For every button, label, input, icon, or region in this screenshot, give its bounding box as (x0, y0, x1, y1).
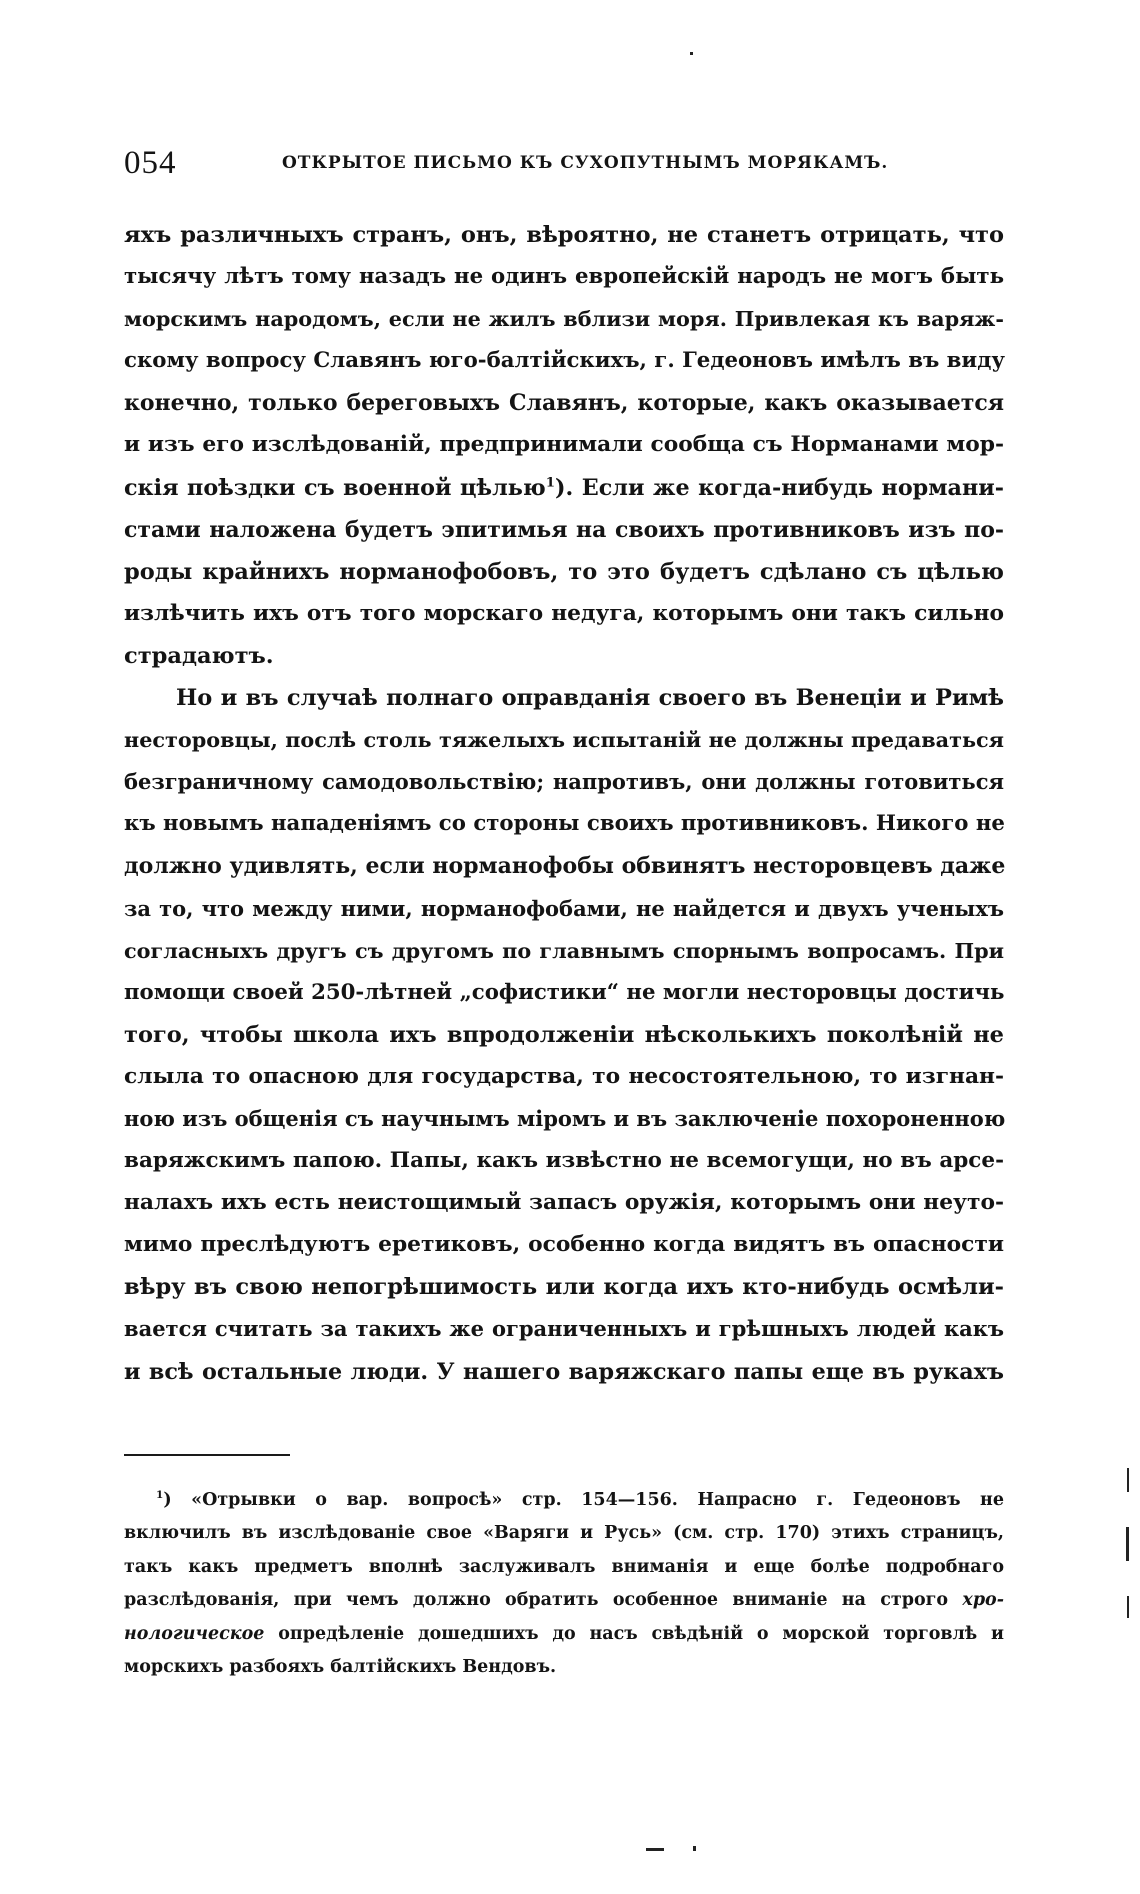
text-line: слыла то опасною для государства, то несостоятельною, то изгнан- (124, 1063, 1004, 1089)
footnote-separator (124, 1454, 290, 1456)
text-line: стами наложена будетъ эпитимья на своихъ противниковъ изъ по- (124, 516, 1004, 543)
text-fragment: скія поѣздки съ военной цѣлью (124, 474, 546, 501)
footnote-line: такъ какъ предметъ вполнѣ заслуживалъ вниманія и еще болѣе подробнаго (124, 1556, 1004, 1577)
text-line: должно удивлять, если норманофобы обвинятъ несторовцевъ даже (124, 853, 1006, 880)
scan-speck (693, 1846, 696, 1851)
text-line: конечно, только береговыхъ Славянъ, которые, какъ оказывается (124, 390, 1004, 417)
text-line: Но и въ случаѣ полнаго оправданія своего въ Венеціи и Римѣ (176, 685, 1004, 712)
text-line: за то, что между ними, норманофобами, не найдется и двухъ ученыхъ (124, 895, 1004, 921)
page-number: 054 (124, 145, 177, 181)
text-line: къ новымъ нападеніямъ со стороны своихъ противниковъ. Никого не (124, 811, 1005, 837)
text-line: налахъ ихъ есть неистощимый запасъ оружія, которымъ они неуто- (124, 1190, 1004, 1216)
scan-speck (1126, 1527, 1129, 1561)
running-head: ОТКРЫТОЕ ПИСЬМО КЪ СУХОПУТНЫМЪ МОРЯКАМЪ. (282, 153, 889, 173)
footnote-line (124, 1584, 1004, 1617)
text-line: вѣру въ свою непогрѣшимость или когда ихъ кто-нибудь осмѣли- (124, 1274, 1004, 1301)
footnote-marker: 1 (156, 1489, 164, 1502)
scan-speck (1127, 1596, 1129, 1618)
text-line-with-footnote (124, 467, 1004, 509)
text-line: вается считать за такихъ же ограниченныхъ и грѣшныхъ людей какъ (124, 1316, 1004, 1342)
footnote (124, 1484, 1004, 1684)
footnote-text: ) «Отрывки о вар. вопросѣ» стр. 154—156. Напрасно г. Гедеоновъ не (163, 1490, 1004, 1510)
footnote-text: опредѣленіе дошедшихъ до насъ свѣдѣній о морской торговлѣ и (264, 1623, 1004, 1644)
text-line: яхъ различныхъ странъ, онъ, вѣроятно, не станетъ отрицать, что (124, 222, 1004, 248)
text-line: согласныхъ другъ съ другомъ по главнымъ спорнымъ вопросамъ. При (124, 938, 1004, 963)
text-fragment: ). Если же когда-нибудь нормани- (554, 474, 1004, 501)
text-line: того, чтобы школа ихъ впродолженіи нѣсколькихъ поколѣній не (124, 1021, 1004, 1048)
text-line: страдаютъ. (124, 642, 274, 669)
scan-speck (1127, 1468, 1129, 1492)
text-line: мимо преслѣдуютъ еретиковъ, особенно когда видятъ въ опасности (124, 1232, 1004, 1258)
text-line: ною изъ общенія съ научнымъ міромъ и въ заключеніе похороненною (124, 1105, 1006, 1131)
footnote-italic-text: нологическое (124, 1623, 265, 1644)
text-line: скому вопросу Славянъ юго-балтійскихъ, г. Гедеоновъ имѣлъ въ виду (124, 348, 1005, 374)
footnote-reference: 1 (545, 474, 555, 491)
footnote-line: включилъ въ изслѣдованіе свое «Варяги и Русь» (см. стр. 170) этихъ страницъ, (124, 1523, 1004, 1544)
footnote-italic-text: хро- (962, 1590, 1004, 1611)
text-line: помощи своей 250-лѣтней „софистики“ не могли несторовцы достичь (124, 979, 1005, 1005)
footnote-line (124, 1484, 1004, 1517)
text-line: и всѣ остальные люди. У нашего варяжскаго папы еще въ рукахъ (124, 1358, 1004, 1385)
text-line: и изъ его изслѣдованій, предпринимали сообща съ Норманами мор- (124, 432, 1004, 458)
text-line: морскимъ народомъ, если не жилъ вблизи моря. Привлекая къ варяж- (124, 307, 1004, 332)
text-line: излѣчить ихъ отъ того морскаго недуга, которымъ они такъ сильно (124, 600, 1004, 626)
main-text (124, 214, 1004, 1393)
scan-speck (690, 52, 693, 55)
footnote-line: морскихъ разбояхъ балтійскихъ Вендовъ. (124, 1656, 557, 1677)
text-line: тысячу лѣтъ тому назадъ не одинъ европейскій народъ не могъ быть (124, 264, 1004, 290)
text-line: варяжскимъ папою. Папы, какъ извѣстно не всемогущи, но въ арсе- (124, 1148, 1004, 1174)
text-line: роды крайнихъ норманофобовъ, то это будетъ сдѣлано съ цѣлью (124, 558, 1004, 585)
scan-speck (646, 1848, 664, 1851)
text-line: безграничному самодовольствію; напротивъ, они должны готовиться (124, 769, 1004, 795)
footnote-text: разслѣдованія, при чемъ должно обратить особенное вниманіе на строго (124, 1590, 949, 1611)
page-header (124, 145, 1004, 185)
footnote-line (124, 1618, 1004, 1651)
text-line: несторовцы, послѣ столь тяжелыхъ испытаній не должны предаваться (124, 728, 1004, 753)
